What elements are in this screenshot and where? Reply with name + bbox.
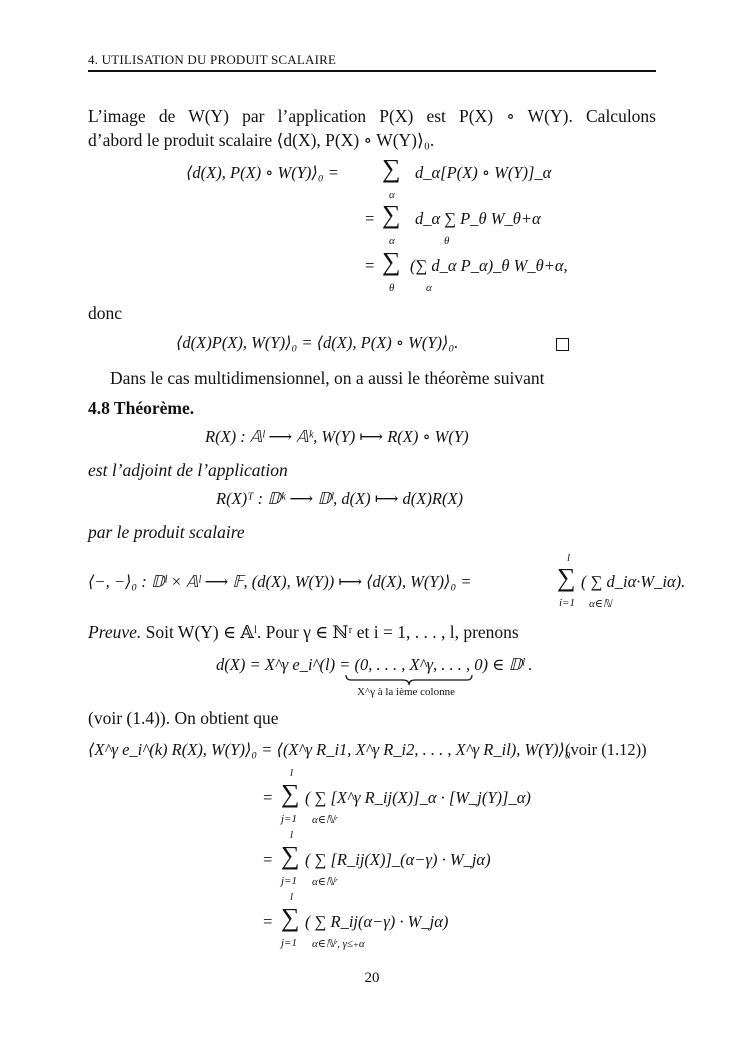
voir-text: (voir (1.4)). On obtient que: [88, 708, 279, 728]
theorem-eq-3-sub: i=1: [559, 597, 575, 609]
eq1-rhs-2: d_α ∑ P_θ W_θ+α: [415, 209, 541, 228]
eq3-sub-3: j=1: [281, 875, 297, 887]
theorem-text-1: est l’adjoint de l’application: [88, 460, 288, 480]
proof-label: Preuve.: [88, 622, 142, 642]
theorem-eq-2: R(X)ᵀ : 𝔻ᵏ ⟶ 𝔻ˡ, d(X) ⟼ d(X)R(X): [216, 489, 464, 508]
page-number: 20: [364, 970, 380, 986]
eq2: ⟨d(X)P(X), W(Y)⟩₀ = ⟨d(X), P(X) ∘ W(Y)⟩₀.: [176, 333, 459, 352]
eq3-sub-4: j=1: [281, 937, 297, 949]
proof-eq: d(X) = X^γ e_i^(l) = (0, . . . , X^γ, . . . , 0) ∈ 𝔻ˡ .: [216, 655, 533, 674]
eq3-ref: (voir (1.12)): [565, 740, 647, 759]
eq1-sum-2: ∑: [382, 200, 401, 229]
eq1-equals-3: =: [364, 256, 376, 275]
eq3-sup-3: l: [290, 829, 294, 841]
eq3-sum-4: ∑: [281, 903, 300, 932]
underbrace-label: X^γ à la ième colonne: [357, 686, 455, 698]
theorem-eq-3-sup: l: [567, 552, 571, 564]
eq3-equals-2: =: [262, 788, 274, 807]
eq1-sum-3: ∑: [382, 247, 401, 276]
eq1-sum-1: ∑: [382, 154, 401, 183]
proof-text: Soit W(Y) ∈ 𝔸ˡ. Pour γ ∈ ℕʳ et i = 1, . . . , l, prenons: [145, 622, 519, 642]
eq1-rhs-3: (∑ d_α P_α)_θ W_θ+α,: [410, 256, 568, 275]
running-header: 4. UTILISATION DU PRODUIT SCALAIRE: [88, 52, 337, 67]
header-rule: [88, 70, 656, 72]
theorem-text-2: par le produit scalaire: [88, 522, 245, 542]
theorem-eq-3-sum: ∑: [557, 563, 576, 592]
eq1-sub-3b: α: [426, 282, 432, 294]
eq3-equals-3: =: [262, 850, 274, 869]
eq3-sub-3b: α∈ℕʳ: [312, 876, 338, 888]
eq3-line-1: ⟨X^γ e_i^(k) R(X), W(Y)⟩₀ = ⟨(X^γ R_i1, X^γ R_i2, . . . , X^γ R_il), W(Y)⟩₀: [88, 740, 571, 759]
eq3-sum-2: ∑: [281, 779, 300, 808]
theorem-eq-3-rhs: ( ∑ d_iα·W_iα).: [581, 572, 686, 591]
eq1-equals-2: =: [364, 209, 376, 228]
eq3-line-4: ( ∑ R_ij(α−γ) · W_jα): [305, 912, 449, 931]
eq3-sub-2b: α∈ℕʳ: [312, 814, 338, 826]
eq1-sub-1: α: [389, 189, 395, 201]
eq3-sup-2: l: [290, 767, 294, 779]
eq3-line-3: ( ∑ [R_ij(X)]_(α−γ) · W_jα): [305, 850, 491, 869]
eq3-line-2: ( ∑ [X^γ R_ij(X)]_α · [W_j(Y)]_α): [305, 788, 531, 807]
qed-box-icon: [556, 338, 569, 351]
donc-text: donc: [88, 303, 123, 323]
proof-line: [88, 620, 656, 644]
eq1-sub-2b: θ: [444, 235, 450, 247]
intro-line-2: d’abord le produit scalaire ⟨d(X), P(X) ∘ W(Y)⟩₀.: [88, 130, 435, 150]
multidim-text: Dans le cas multidimensionnel, on a aussi le théorème suivant: [110, 368, 545, 388]
theorem-eq-3-lhs: ⟨−, −⟩₀ : 𝔻ˡ × 𝔸ˡ ⟶ 𝔽, (d(X), W(Y)) ⟼ ⟨d(X), W(Y)⟩₀ =: [88, 572, 472, 591]
underbrace: [345, 674, 473, 686]
theorem-eq-1: R(X) : 𝔸ˡ ⟶ 𝔸ᵏ, W(Y) ⟼ R(X) ∘ W(Y): [205, 427, 469, 446]
theorem-eq-3-sub-2: α∈ℕ: [589, 598, 612, 610]
eq1-rhs-1: d_α[P(X) ∘ W(Y)]_α: [415, 163, 552, 182]
eq3-sub-2: j=1: [281, 813, 297, 825]
eq1-lhs: ⟨d(X), P(X) ∘ W(Y)⟩₀ =: [186, 163, 339, 182]
eq3-equals-4: =: [262, 912, 274, 931]
intro-line-1: L’image de W(Y) par l’application P(X) est P(X) ∘ W(Y). Calculons: [88, 106, 656, 126]
eq3-sum-3: ∑: [281, 841, 300, 870]
eq3-sup-4: l: [290, 891, 294, 903]
eq1-sub-3: θ: [389, 282, 395, 294]
eq1-sub-2: α: [389, 235, 395, 247]
eq3-sub-4b: α∈ℕʳ, γ≤₊α: [312, 938, 365, 950]
theorem-title: 4.8 Théorème.: [88, 398, 195, 418]
